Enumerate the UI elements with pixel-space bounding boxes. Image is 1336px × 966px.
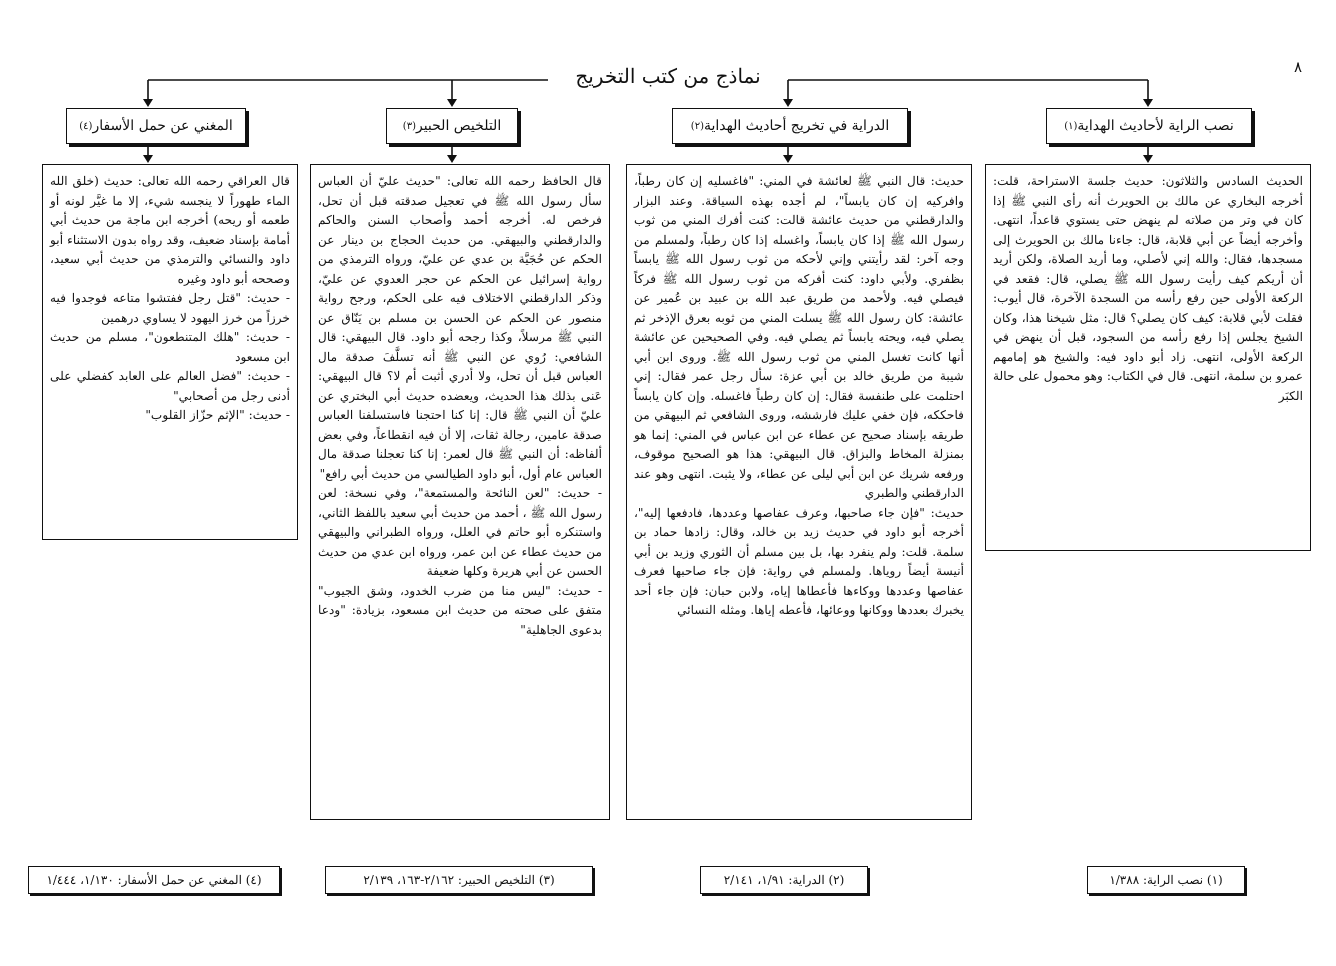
page-title: نماذج من كتب التخريج: [575, 64, 761, 88]
text-paragraph: حديث: "فإن جاء صاحبها، وعرف عفاصها وعددها، فادفعها إليه"، أخرجه أبو داود في حديث زيد بن خالد، وقال: زادها حماد بن سلمة. قلت: ولم ينفرد بها، بل بين مسلم أن الثوري وزيد بن أبي أنيسة أيضاً روياها. ولمسلم في رواية: فإن جاء صاحبها فعرف عفاصها وعددها ووكاءها فأعطاها إياه، ولابن حبان: فإن جاء أحد يخبرك بعددها ووكانها ووعائها، فأعطه إياها. ومثله النسائي: [634, 505, 964, 617]
page-number: ٨: [1293, 58, 1303, 76]
label-text: نصب الراية لأحاديث الهداية: [1077, 118, 1234, 134]
text-paragraph: حديث: قال النبي ﷺ لعائشة في المني: "فاغسليه إن كان رطباً، وافركيه إن كان يابساً"، لم أجده بهذه السياقة. وعند البزار والدارقطني من حديث عائشة قالت: كنت أفرك المني من ثوب رسول الله ﷺ إذا كان يابساً، واغسله إذا كان رطباً، ولمسلم من وجه آخر: لقد رأيتني وإني لأحكه من ثوب رسول الله ﷺ يابساً بظفري. ولأبي داود: كنت أفركه من ثوب رسول الله ﷺ فركاً فيصلي فيه. ولأحمد من طريق عبد الله بن عبيد بن عُمير عن عائشة: كان رسول الله ﷺ يسلت المني من ثوبه بعرق الإذخر ثم يصلي فيه، ويحته يابساً ثم يصلي فيه. وفي الصحيحين عن عائشة أنها كانت تغسل المني من ثوب رسول الله ﷺ. وروى ابن أبي شيبة من طريق خالد بن أبي عزة: سأل رجل عمر فقال: إني احتلمت على طنفسة فقال: إن كان رطباً فاغسله. وإن كان يابساً فاحككه، فإن خفي عليك فارششه، وروى الشافعي ثم البيهقي من طريقه بإسناد صحيح عن عطاء عن ابن عباس في المني: إنما هو بمنزلة المخاط والبزاق. قال البيهقي: هذا هو الصحيح موقوف، ورفعه شريك عن ابن أبي ليلى عن عطاء، ولا يثبت. انتهى وهو عند الدارقطني والطبري: [634, 174, 964, 500]
text-paragraph: - حديث: "ليس منا من ضرب الخدود، وشق الجيوب" متفق على صحته من حديث ابن مسعود، بزيادة: "ودعا بدعوى الجاهلية": [318, 583, 602, 637]
footnote-marker: (٤): [79, 120, 93, 132]
label-al-diraya: [672, 108, 908, 144]
footnote-marker: (١): [1064, 120, 1078, 132]
label-al-talkhis: [386, 108, 518, 144]
footnote-text: (٤) المغني عن حمل الأسفار: ١/١٣٠، ١/٤٤٤: [46, 873, 262, 887]
text-box-nasb-al-raya: [985, 164, 1311, 551]
text-box-al-talkhis: [310, 164, 610, 820]
footnote-nasb-al-raya: [1087, 866, 1245, 894]
label-text: الدراية في تخريج أحاديث الهداية: [703, 118, 890, 134]
footnote-marker: (٣): [402, 120, 416, 132]
text-paragraph: قال الحافظ رحمه الله تعالى: "حديث عليّ أن العباس سأل رسول الله ﷺ في تعجيل صدقته قبل أن تحل، فرخص له. أخرجه أحمد وأصحاب السنن والحاكم والدارقطني والبيهقي. من حديث الحجاج بن دينار عن الحكم عن حُجَيَّة بن عدي عن عليّ، ورواه الترمذي من رواية إسرائيل عن الحكم عن حجر العدوي عن عليّ، وذكر الدارقطني الاختلاف فيه على الحكم، ورجح رواية منصور عن الحكم عن الحسن بن مسلم بن يَنّاق عن النبي ﷺ مرسلاً، وكذا رجحه أبو داود. قال البيهقي: قال الشافعي: رُوي عن النبي ﷺ أنه تسلَّفَ صدقة مال العباس قبل أن تحل، ولا أدري أثبت أم لا؟ قال البيهقي: عَنى بذلك هذا الحديث، ويعضده حديث أبي البختري عن عليّ أن النبي ﷺ قال: إنا كنا احتجنا فاستسلفنا العباس صدقة عامين، رجالة ثقات، إلا أن فيه انقطاعاً، وفي بعض ألفاظه: أن النبي ﷺ قال لعمر: إنا كنا تعجلنا صدقة مال العباس عام أول، أبو داود الطيالسي من حديث أبي رافع": [318, 174, 602, 481]
text-paragraph: - حديث: "لعن النائحة والمستمعة"، وفي نسخة: لعن رسول الله ﷺ ، أحمد من حديث أبي سعيد باللفظ الثاني، واستنكره أبو حاتم في العلل، ورواه الطبراني والبيهقي من حديث عطاء عن ابن عمر، ورواه ابن عدي من حديث الحسن عن أبي هريرة وكلها ضعيفة: [318, 486, 602, 578]
footnote-text: (٣) التلخيص الحبير: ٢/١٦٢-١٦٣، ٢/١٣٩: [363, 873, 555, 887]
label-text: التلخيص الحبير: [415, 118, 502, 134]
label-nasb-al-raya: [1046, 108, 1252, 144]
text-paragraph: - حديث: "قتل رجل ففتشوا متاعه فوجدوا فيه خرزاً من خرز اليهود لا يساوي درهمين: [50, 291, 290, 325]
footnote-al-talkhis: [325, 866, 593, 894]
text-paragraph: الحديث السادس والثلاثون: حديث جلسة الاستراحة، قلت: أخرجه البخاري عن مالك بن الحويرث أنه رأى النبي ﷺ إذا كان في وتر من صلاته لم ينهض حتى يستوي قاعداً، انتهى. وأخرجه أيضاً عن أبي قلابة، قال: جاءنا مالك بن الحويرث إلى مسجدها، فقال: والله إني لأصلي، وما أريد الصلاة، ولكن أريد أن أريكم كيف رأيت رسول الله ﷺ يصلي، قال: فقعد في الركعة الأولى حين رفع رأسه من السجدة الآخرة، قال أيوب: فقلت لأبي قلابة: كيف كان يصلي؟ قال: مثل شيخنا هذا، وكان الشيخ يجلس إذا رفع رأسه من السجود، قبل أن ينهض في الركعة الأولى، انتهى. زاد أبو داود فيه: والشيخ هو إمامهم عمرو بن سلمة، انتهى. قال في الكتاب: وهو محمول على حالة الكبَر: [993, 174, 1303, 403]
label-text: المغني عن حمل الأسفار: [92, 118, 233, 134]
text-paragraph: - حديث: "هلك المتنطعون"، مسلم من حديث ابن مسعود: [50, 330, 290, 364]
text-paragraph: - حديث: "الإثم حزّاز القلوب": [145, 408, 290, 422]
text-paragraph: - حديث: "فضل العالم على العابد كفضلي على أدنى رجل من أصحابي": [50, 369, 290, 403]
footnote-text: (١) نصب الراية: ١/٣٨٨: [1109, 873, 1223, 887]
text-box-al-diraya: [626, 164, 972, 820]
footnote-al-diraya: [700, 866, 868, 894]
footnote-text: (٢) الدراية: ١/٩١، ٢/١٤١: [723, 873, 845, 887]
text-paragraph: قال العراقي رحمه الله تعالى: حديث (خلق الله الماء طهوراً لا ينجسه شيء، إلا ما غيَّر لونه أو طعمه أو ريحه) أخرجه ابن ماجة من حديث أبي أمامة بإسناد ضعيف، وقد رواه بدون الاستثناء أبو داود والنسائي والترمذي من حديث أبي سعيد، وصححه أبو داود وغيره: [50, 174, 290, 286]
footnote-al-mughni: [28, 866, 280, 894]
footnote-marker: (٢): [690, 120, 704, 132]
text-box-al-mughni: [42, 164, 298, 540]
label-al-mughni: [66, 108, 246, 144]
